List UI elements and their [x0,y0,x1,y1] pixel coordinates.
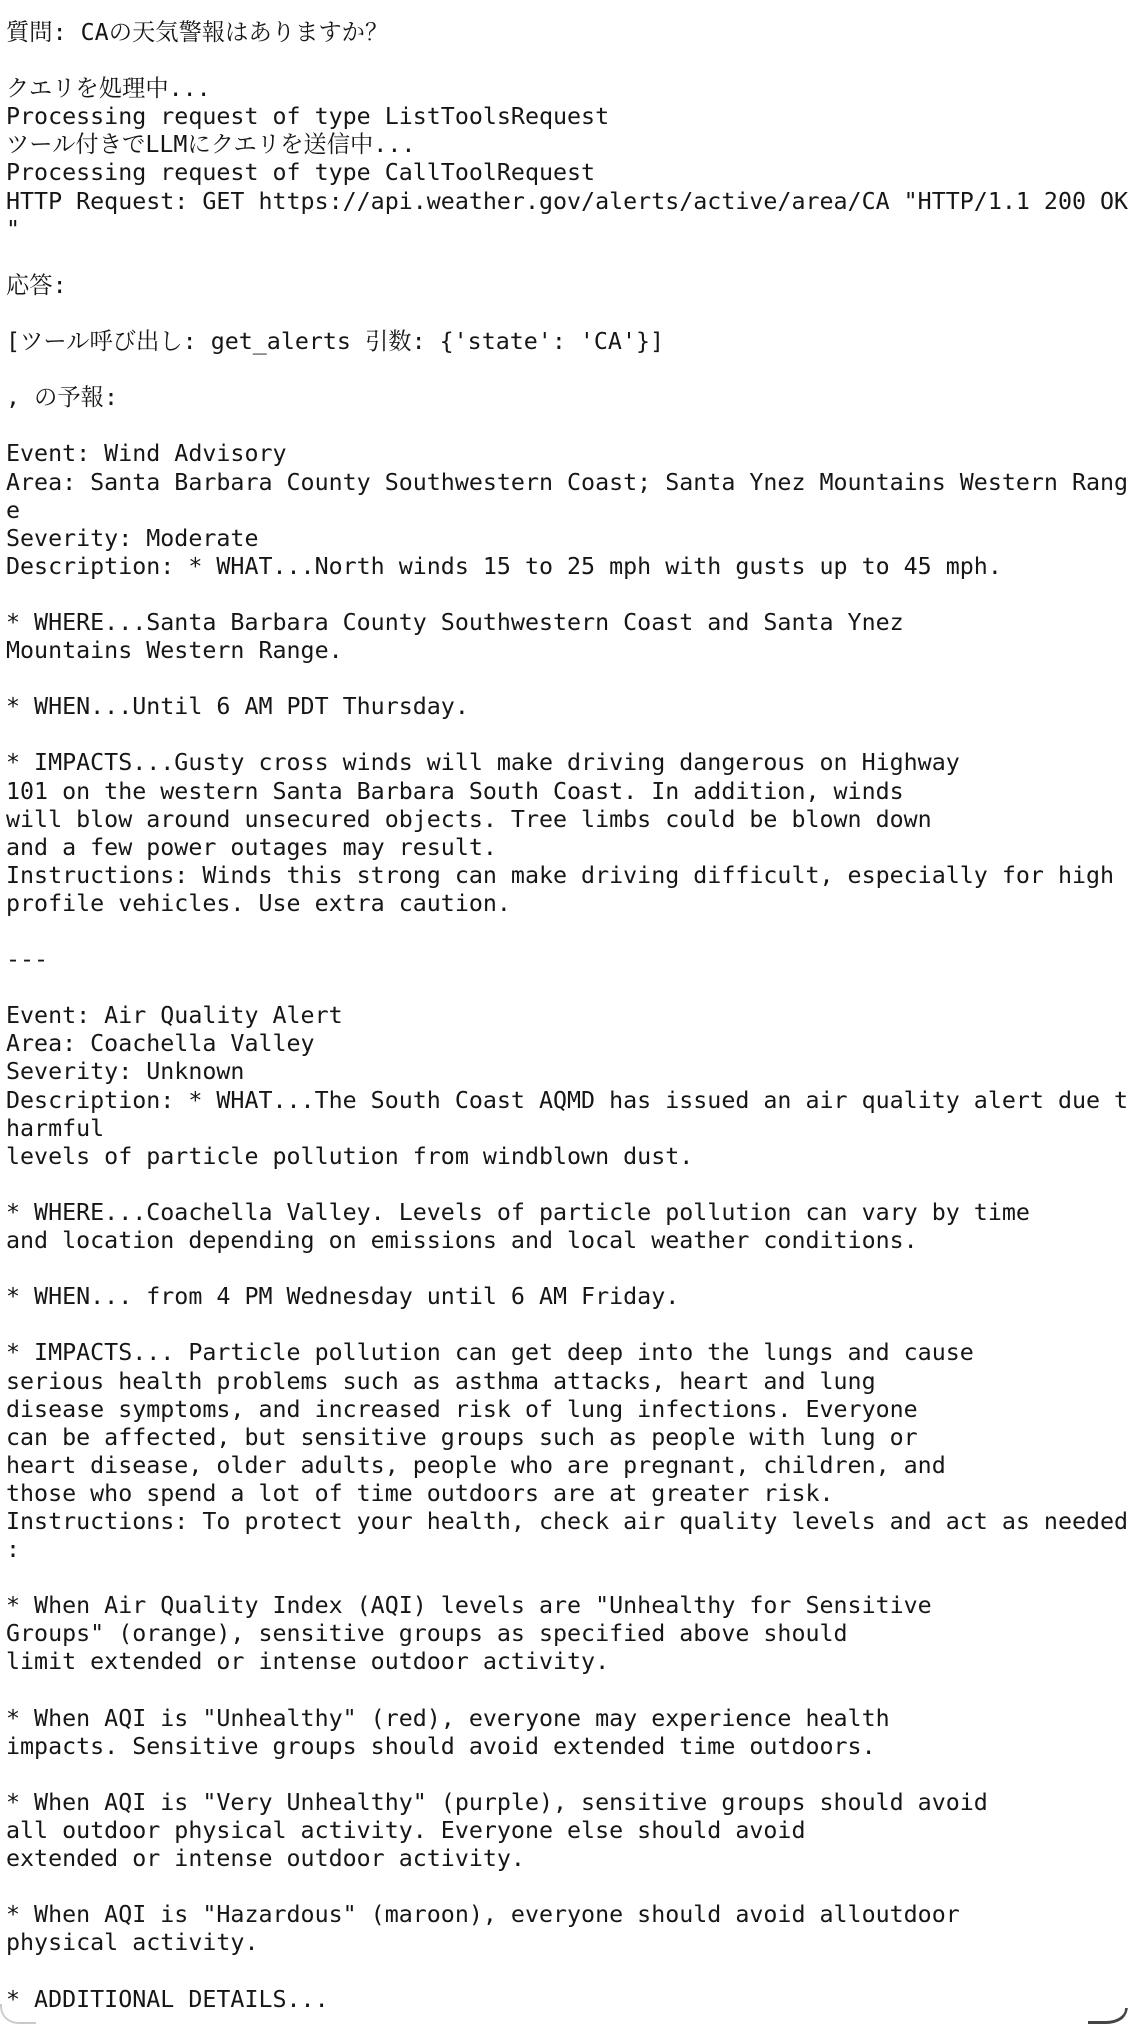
terminal-line: all outdoor physical activity. Everyone else should avoid [6,1817,806,1844]
terminal-line: * ADDITIONAL DETAILS... [6,1985,329,2013]
terminal-line: heart disease, older adults, people who are pregnant, children, and [6,1451,946,1479]
terminal-line [6,412,1128,440]
terminal-line: * IMPACTS...Gusty cross winds will make driving dangerous on Highway [6,749,960,777]
terminal-line [6,918,1128,946]
terminal-line: e [6,496,21,524]
terminal-line: * When Air Quality Index (AQI) levels are "Unhealthy for Sensitive [6,1592,932,1620]
terminal-line [6,721,1128,749]
terminal-line: physical activity. [6,1929,259,1957]
terminal-line: Severity: Unknown [6,1058,245,1086]
terminal-line: : [6,1536,21,1564]
terminal-line: Groups" (orange), sensitive groups as specified above should [6,1620,848,1648]
terminal-line: 101 on the western Santa Barbara South Coast. In addition, winds [6,777,904,805]
terminal-line: " [6,215,21,243]
terminal-line: impacts. Sensitive groups should avoid extended time outdoors. [6,1732,876,1760]
terminal-line: ツール付きでLLMにクエリを送信中... [6,131,416,159]
terminal-line: those who spend a lot of time outdoors are at greater risk. [6,1479,834,1507]
terminal-line: HTTP Request: GET https://api.weather.gov/alerts/active/area/CA "HTTP/1.1 200 OK [6,187,1128,215]
terminal-line: 質問: CAの天気警報はありますか？ [6,19,389,46]
terminal-line [6,1255,1128,1283]
terminal-line [6,1957,1128,1985]
terminal-line: [ツール呼び出し: get_alerts 引数: {'state': 'CA'}] [6,328,665,356]
terminal-line [6,300,1128,328]
terminal-line: * WHERE...Coachella Valley. Levels of particle pollution can vary by time [6,1198,1030,1226]
terminal-line [6,47,1128,75]
terminal-line: Processing request of type ListToolsRequest [6,103,610,131]
terminal-line: limit extended or intense outdoor activity. [6,1648,610,1676]
terminal-line: * WHEN...Until 6 AM PDT Thursday. [6,693,469,721]
terminal-line: profile vehicles. Use extra caution. [6,889,511,917]
terminal-line: and location depending on emissions and local weather conditions. [6,1227,918,1255]
terminal-line: extended or intense outdoor activity. [6,1845,525,1873]
terminal-line: disease symptoms, and increased risk of lung infections. Everyone [6,1395,918,1423]
terminal-line: * IMPACTS... Particle pollution can get deep into the lungs and cause [6,1339,974,1367]
terminal-line [6,1677,1128,1705]
terminal-line: and a few power outages may result. [6,833,497,861]
terminal-line: Instructions: Winds this strong can make driving difficult, especially for high [6,861,1115,889]
terminal-line [6,1564,1128,1592]
terminal-line: Description: * WHAT...North winds 15 to 25 mph with gusts up to 45 mph. [6,552,1002,580]
terminal-line [6,974,1128,1002]
terminal-line: Processing request of type CallToolRequest [6,159,596,187]
terminal-line: * WHERE...Santa Barbara County Southwestern Coast and Santa Ynez [6,608,904,636]
terminal-line: levels of particle pollution from windblown dust. [6,1142,694,1170]
terminal-line [6,581,1128,609]
terminal-line: * WHEN... from 4 PM Wednesday until 6 AM Friday. [6,1283,680,1311]
terminal-line [6,1873,1128,1901]
terminal-line: * When AQI is "Hazardous" (maroon), everyone should avoid alloutdoor [6,1901,960,1929]
terminal-line: Severity: Moderate [6,524,259,552]
terminal-line [6,1761,1128,1789]
terminal-line: serious health problems such as asthma attacks, heart and lung [6,1367,876,1395]
terminal-line: harmful [6,1114,105,1142]
terminal-line [6,1171,1128,1199]
terminal-line: will blow around unsecured objects. Tree limbs could be blown down [6,805,932,833]
terminal-line: * When AQI is "Very Unhealthy" (purple), sensitive groups should avoid [6,1788,988,1816]
terminal-line: クエリを処理中... [6,75,211,103]
terminal-line [6,356,1128,384]
terminal-line: Event: Air Quality Alert [6,1002,343,1030]
terminal-line: 応答: [6,271,67,299]
terminal-line [6,1311,1128,1339]
terminal-line: * When AQI is "Unhealthy" (red), everyone may experience health [6,1704,890,1732]
terminal-line: Mountains Western Range. [6,637,343,665]
terminal-line: , の予報: [6,384,118,412]
terminal-line [6,244,1128,272]
terminal-line [6,665,1128,693]
terminal-line: Area: Santa Barbara County Southwestern Coast; Santa Ynez Mountains Western Rang [6,468,1128,496]
terminal-line: Description: * WHAT...The South Coast AQMD has issued an air quality alert due t [6,1086,1128,1114]
terminal-line: Area: Coachella Valley [6,1030,315,1058]
terminal-line: Event: Wind Advisory [6,440,287,468]
terminal-line: can be affected, but sensitive groups such as people with lung or [6,1423,918,1451]
terminal-line: Instructions: To protect your health, check air quality levels and act as needed [6,1507,1128,1535]
terminal-line: --- [6,946,49,974]
